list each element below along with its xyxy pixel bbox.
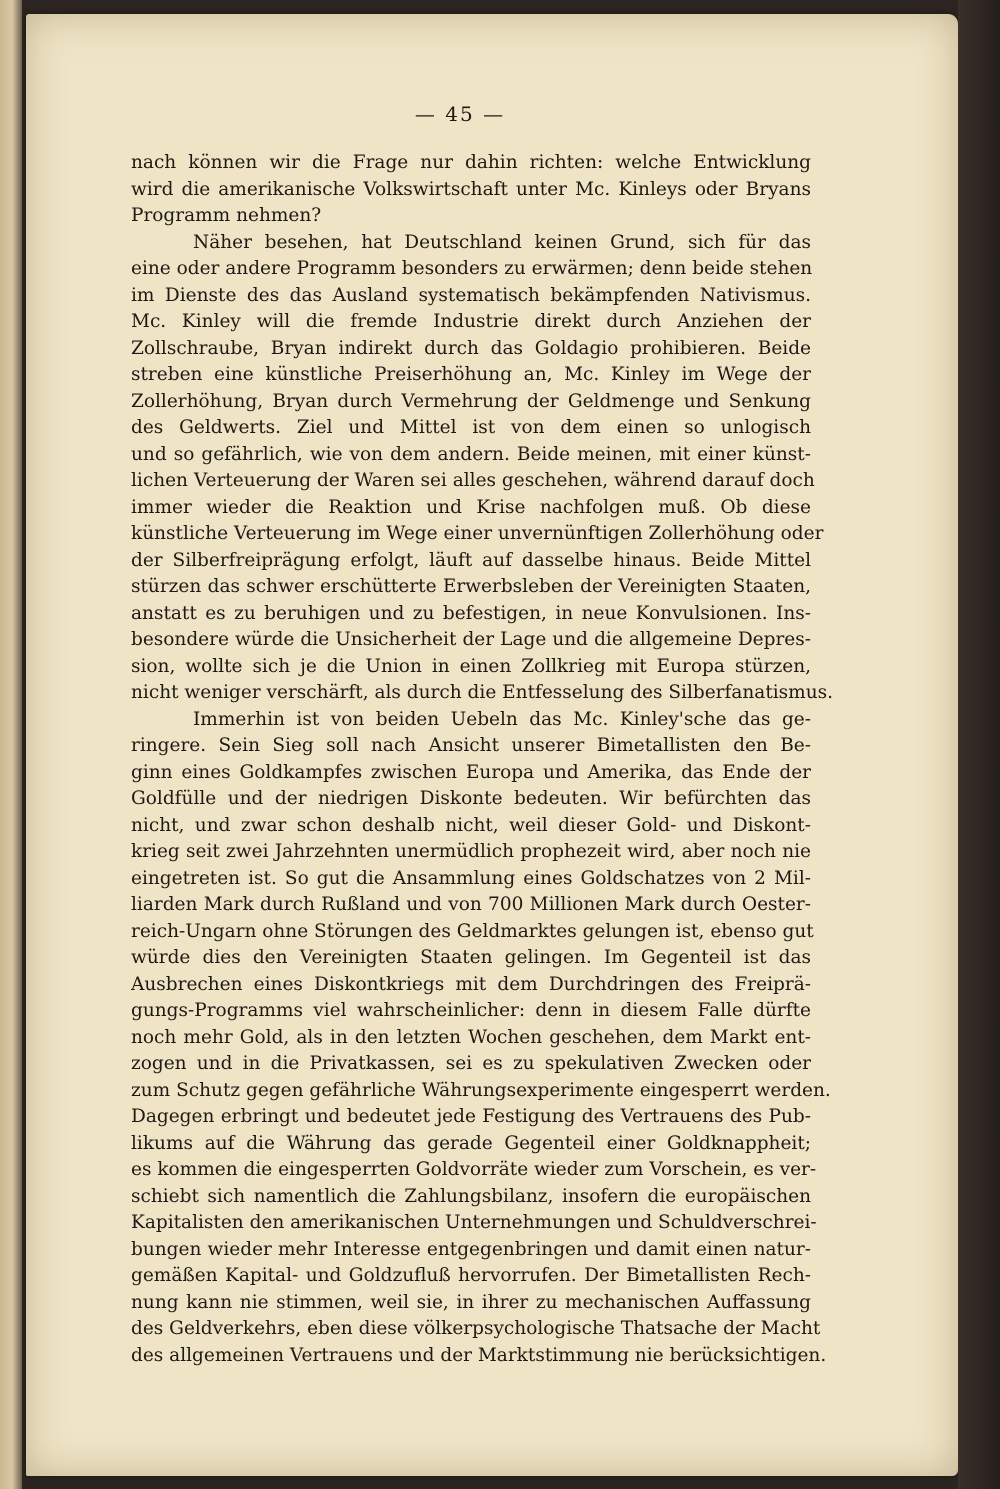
body-text (131, 150, 834, 1369)
text-line: reich-Ungarn ohne Störungen des Geldmarktes gelungen ist, ebenso gut (131, 920, 814, 942)
text-line: wird die amerikanische Volkswirtschaft unter Mc. Kinleys oder Bryans (131, 178, 811, 200)
text-line: der Silberfreiprägung erfolgt, läuft auf dasselbe hinaus. Beide Mittel (131, 549, 811, 571)
text-line: und so gefährlich, wie von dem andern. Beide meinen, mit einer künst- (131, 443, 811, 465)
text-line: noch mehr Gold, als in den letzten Wochen geschehen, dem Markt ent- (131, 1026, 811, 1048)
text-line: zum Schutz gegen gefährliche Währungsexperimente eingesperrt werden. (131, 1079, 831, 1101)
text-line: immer wieder die Reaktion und Krise nachfolgen muß. Ob diese (131, 496, 811, 518)
text-line: Ausbrechen eines Diskontkriegs mit dem Durchdringen des Freiprä- (131, 973, 811, 995)
text-line: ringere. Sein Sieg soll nach Ansicht unserer Bimetallisten den Be- (131, 735, 811, 756)
text-line: Goldfülle und der niedrigen Diskonte bedeuten. Wir befürchten das (131, 788, 811, 809)
text-line: krieg seit zwei Jahrzehnten unermüdlich prophezeit wird, aber noch nie (131, 841, 811, 862)
paragraph-start-line: Näher besehen, hat Deutschland keinen Grund, sich für das (193, 231, 811, 253)
text-line: nicht, und zwar schon deshalb nicht, weil dieser Gold- und Diskont- (131, 814, 811, 836)
text-line: nicht weniger verschärft, als durch die Entfesselung des Silberfanatismus. (131, 682, 834, 703)
text-line: anstatt es zu beruhigen und zu befestigen, in neue Konvulsionen. Ins- (131, 602, 811, 624)
page-number: — 45 — (414, 102, 506, 126)
text-line: Kapitalisten den amerikanischen Unternehmungen und Schuldverschrei- (131, 1212, 817, 1233)
text-line: es kommen die eingesperrten Goldvorräte wieder zum Vorschein, es ver- (131, 1159, 817, 1180)
text-line: schiebt sich namentlich die Zahlungsbilanz, insofern die europäischen (131, 1185, 811, 1207)
text-line: würde dies den Vereinigten Staaten gelingen. Im Gegenteil ist das (131, 947, 811, 968)
text-line: gungs-Programms viel wahrscheinlicher: denn in diesem Falle dürfte (131, 1000, 811, 1021)
text-line: ginn eines Goldkampfes zwischen Europa und Amerika, das Ende der (131, 761, 811, 783)
text-line: bungen wieder mehr Interesse entgegenbringen und damit einen natur- (131, 1238, 811, 1260)
text-line: Programm nehmen? (131, 205, 322, 226)
text-line: künstliche Verteuerung im Wege einer unvernünftigen Zollerhöhung oder (131, 523, 824, 544)
text-line: Zollerhöhung, Bryan durch Vermehrung der Geldmenge und Senkung (131, 390, 811, 412)
previous-page-edge (0, 0, 22, 1489)
text-line: eingetreten ist. So gut die Ansammlung eines Goldschatzes von 2 Mil- (131, 867, 811, 889)
text-line: im Dienste des das Ausland systematisch bekämpfenden Nativismus. (131, 284, 811, 306)
text-line: stürzen das schwer erschütterte Erwerbsleben der Vereinigten Staaten, (131, 576, 811, 597)
text-line: nach können wir die Frage nur dahin richten: welche Entwicklung (131, 152, 811, 173)
text-line: streben eine künstliche Preiserhöhung an, Mc. Kinley im Wege der (131, 364, 811, 385)
text-line: liarden Mark durch Rußland und von 700 Millionen Mark durch Oester- (131, 894, 811, 915)
text-line: Dagegen erbringt und bedeutet jede Festigung des Vertrauens des Pub- (131, 1106, 811, 1127)
text-line: eine oder andere Programm besonders zu erwärmen; denn beide stehen (131, 258, 813, 279)
text-line: sion, wollte sich je die Union in einen Zollkrieg mit Europa stürzen, (131, 655, 811, 677)
text-line: des allgemeinen Vertrauens und der Marktstimmung nie berücksichtigen. (131, 1344, 827, 1366)
text-line: gemäßen Kapital- und Goldzufluß hervorrufen. Der Bimetallisten Rech- (131, 1265, 811, 1286)
text-line: Mc. Kinley will die fremde Industrie direkt durch Anziehen der (131, 311, 811, 332)
text-line: besondere würde die Unsicherheit der Lage und die allgemeine Depres- (131, 629, 811, 650)
text-line: zogen und in die Privatkassen, sei es zu spekulativen Zwecken oder (131, 1053, 811, 1074)
scan-border (958, 0, 1000, 1489)
text-line: lichen Verteuerung der Waren sei alles geschehen, während darauf doch (131, 470, 815, 491)
paragraph-start-line: Immerhin ist von beiden Uebeln das Mc. Kinley'sche das ge- (193, 708, 811, 730)
text-line: des Geldverkehrs, eben diese völkerpsychologische Thatsache der Macht (131, 1318, 821, 1339)
text-line: des Geldwerts. Ziel und Mittel ist von dem einen so unlogisch (131, 417, 811, 438)
text-line: nung kann nie stimmen, weil sie, in ihrer zu mechanischen Auffassung (131, 1291, 811, 1313)
text-line: Zollschraube, Bryan indirekt durch das Goldagio prohibieren. Beide (131, 337, 811, 359)
text-line: likums auf die Währung das gerade Gegenteil einer Goldknappheit; (131, 1132, 811, 1154)
